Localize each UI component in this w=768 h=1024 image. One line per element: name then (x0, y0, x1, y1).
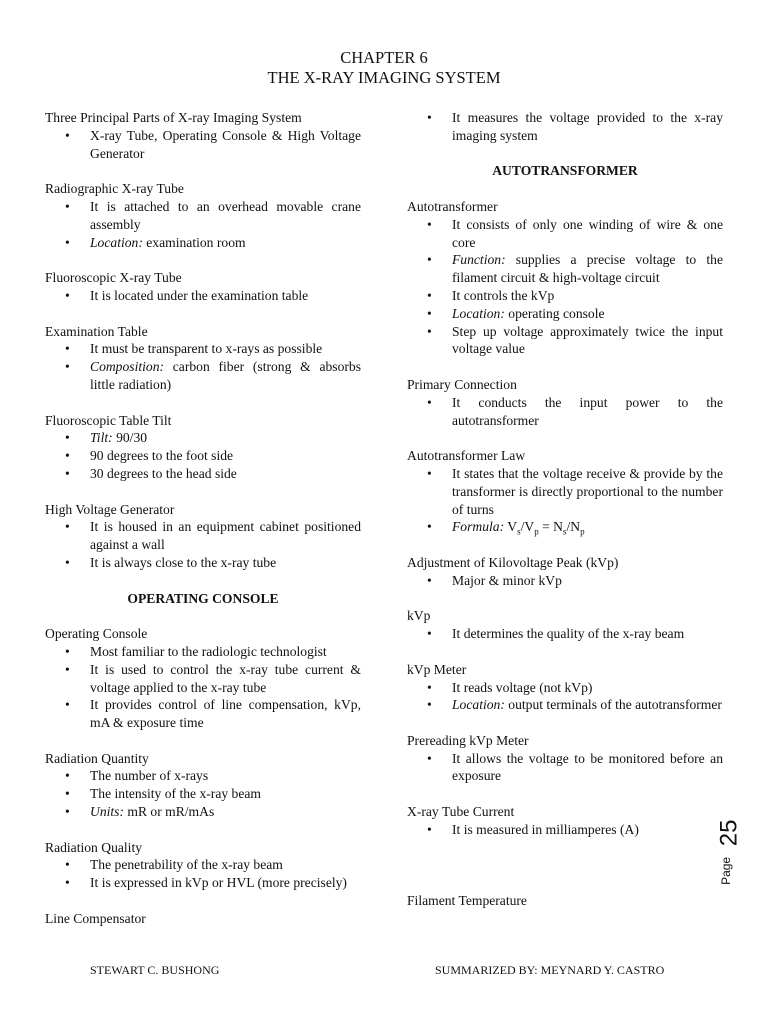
page-title: THE X-RAY IMAGING SYSTEM (267, 68, 501, 87)
item-label: Composition: (90, 359, 165, 375)
list-item (45, 358, 361, 394)
item-text: The number of x-rays (90, 768, 209, 784)
item-label: Units: (90, 804, 124, 820)
item-text: 90 degrees to the foot side (90, 448, 234, 464)
item-text: It is expressed in kVp or HVL (more precisely) (90, 875, 347, 891)
section-radiation-quality (45, 839, 361, 892)
list-item (407, 305, 723, 323)
list-item (45, 554, 361, 572)
section-high-voltage-generator (45, 501, 361, 572)
item-text: It is always close to the x-ray tube (90, 554, 277, 570)
list-item (45, 643, 361, 661)
section-autotransformer (407, 198, 723, 358)
item-text: It is housed in an equipment cabinet positioned against a wall (90, 519, 361, 553)
list-item (407, 394, 723, 430)
section-kvp-meter (407, 661, 723, 714)
section-heading: Prereading kVp Meter (407, 732, 529, 748)
list-item (45, 465, 361, 483)
right-column (407, 109, 723, 910)
list-item (45, 767, 361, 785)
chapter-label: CHAPTER 6 (340, 48, 428, 67)
page-number: 25 (715, 819, 743, 847)
bullet-icon: • (427, 750, 432, 766)
item-text: It reads voltage (not kVp) (452, 679, 593, 695)
bullet-icon: • (65, 359, 70, 375)
list-item (407, 679, 723, 697)
list-item (45, 447, 361, 465)
footer-summarizer: SUMMARIZED BY: MEYNARD Y. CASTRO (435, 963, 665, 977)
bullet-icon: • (65, 554, 70, 570)
list-item (407, 465, 723, 518)
list-item (407, 323, 723, 359)
bullet-icon: • (65, 341, 70, 357)
list-item (45, 518, 361, 554)
item-text: supplies a precise voltage to the filament circuit & high-voltage circuit (452, 252, 723, 286)
list-item (45, 856, 361, 874)
bullet-icon: • (65, 857, 70, 873)
list-item (45, 340, 361, 358)
bullet-icon: • (65, 287, 70, 303)
bullet-icon: • (427, 519, 432, 535)
bullet-icon: • (427, 465, 432, 481)
footer-author: STEWART C. BUSHONG (90, 963, 220, 977)
item-text: examination room (142, 234, 246, 250)
bullet-icon: • (427, 252, 432, 268)
section-heading: Adjustment of Kilovoltage Peak (kVp) (407, 554, 619, 570)
list-item (407, 572, 723, 590)
item-text: 90/30 (112, 430, 148, 446)
list-item (45, 696, 361, 732)
item-text: carbon fiber (strong & absorbs little radiation) (90, 359, 361, 392)
section-fluoroscopic-tube (45, 269, 361, 305)
item-text: Major & minor kVp (452, 572, 562, 588)
section-prereading-kvp-meter (407, 732, 723, 785)
list-item (407, 216, 723, 252)
bullet-icon: • (65, 127, 70, 143)
bullet-icon: • (65, 198, 70, 214)
item-text: It is used to control the x-ray tube current & voltage applied to the x-ray tube (90, 661, 361, 695)
section-heading: Radiation Quantity (45, 750, 149, 766)
section-heading: Line Compensator (45, 910, 146, 926)
section-radiation-quantity (45, 750, 361, 821)
section-continued (407, 109, 723, 145)
section-heading: Three Principal Parts of X-ray Imaging System (45, 110, 302, 125)
formula-part: /V (520, 519, 535, 535)
section-line-compensator (45, 910, 361, 928)
list-item (45, 874, 361, 892)
bullet-icon: • (427, 394, 432, 410)
item-text: It is attached to an overhead movable crane assembly (90, 198, 361, 232)
section-heading: Autotransformer (407, 198, 498, 214)
bullet-icon: • (427, 626, 432, 642)
item-label: Location: (452, 697, 505, 713)
formula-part: V (504, 519, 518, 535)
section-heading: kVp Meter (407, 661, 467, 677)
list-item (407, 625, 723, 643)
section-heading: Fluoroscopic X-ray Tube (45, 270, 182, 286)
item-text: Step up voltage approximately twice the input voltage value (452, 323, 723, 357)
left-column (45, 109, 361, 928)
bullet-icon: • (427, 572, 432, 588)
bullet-icon: • (65, 448, 70, 464)
bullet-icon: • (65, 430, 70, 446)
section-filament-temperature (407, 892, 723, 910)
formula-part: = N (538, 519, 563, 535)
item-text: It consists of only one winding of wire & one core (452, 216, 723, 250)
bullet-icon: • (65, 234, 70, 250)
section-tube-current (407, 803, 723, 839)
bullet-icon: • (65, 768, 70, 784)
bullet-icon: • (427, 110, 432, 125)
section-examination-table (45, 323, 361, 394)
list-item (407, 821, 723, 839)
section-heading: Fluoroscopic Table Tilt (45, 412, 172, 428)
list-item (407, 696, 723, 714)
item-text: mR or mR/mAs (123, 804, 215, 820)
item-label: Formula: (452, 519, 505, 535)
section-heading: Radiographic X-ray Tube (45, 181, 184, 197)
item-text: It controls the kVp (452, 287, 555, 303)
item-label: Tilt: (90, 430, 113, 446)
item-label: Location: (452, 305, 505, 321)
section-heading: Examination Table (45, 323, 148, 339)
section-table-tilt (45, 412, 361, 483)
bullet-icon: • (427, 821, 432, 837)
section-heading: Primary Connection (407, 376, 517, 392)
bullet-icon: • (65, 875, 70, 891)
list-item (45, 785, 361, 803)
list-item (45, 287, 361, 305)
item-text: It allows the voltage to be monitored before an exposure (452, 750, 723, 784)
item-text: It determines the quality of the x-ray beam (452, 626, 685, 642)
page-number-box (715, 818, 756, 888)
bullet-icon: • (65, 465, 70, 481)
item-text: X-ray Tube, Operating Console & High Voltage Generator (90, 127, 361, 161)
bullet-icon: • (65, 786, 70, 802)
list-item (407, 750, 723, 786)
section-kvp (407, 607, 723, 643)
section-heading: Autotransformer Law (407, 448, 526, 464)
item-text: operating console (504, 305, 605, 321)
section-heading: kVp (407, 608, 431, 624)
bullet-icon: • (65, 643, 70, 659)
item-text: It is located under the examination table (90, 287, 309, 303)
section-principal-parts (45, 109, 361, 162)
formula (504, 519, 585, 538)
bullet-icon: • (427, 323, 432, 339)
bullet-icon: • (65, 519, 70, 535)
item-text: The penetrability of the x-ray beam (90, 857, 283, 873)
section-heading: X-ray Tube Current (407, 804, 515, 820)
list-item (407, 109, 723, 145)
section-heading: High Voltage Generator (45, 501, 175, 517)
formula-subscript: s (562, 527, 567, 538)
section-autotransformer-law (407, 447, 723, 536)
bullet-icon: • (427, 679, 432, 695)
item-text: It is measured in milliamperes (A) (452, 821, 639, 837)
item-text: It states that the voltage receive & provide by the transformer is directly proportional to the number of turns (452, 465, 723, 517)
section-heading: Filament Temperature (407, 893, 527, 909)
formula-subscript: s (517, 527, 521, 538)
list-item (45, 198, 361, 234)
item-text: The intensity of the x-ray beam (90, 786, 261, 802)
list-item (45, 127, 361, 163)
list-item (45, 803, 361, 821)
item-text: output terminals of the autotransformer (504, 697, 722, 713)
list-item (407, 287, 723, 305)
item-text: It conducts the input power to the autotransformer (452, 394, 723, 428)
bullet-icon: • (427, 305, 432, 321)
bullet-icon: • (427, 287, 432, 303)
operating-console-heading: OPERATING CONSOLE (127, 590, 279, 606)
autotransformer-heading: AUTOTRANSFORMER (492, 163, 638, 179)
list-item (45, 234, 361, 252)
item-text: It measures the voltage provided to the x-ray imaging system (452, 110, 723, 143)
section-kvp-adjustment (407, 554, 723, 590)
bullet-icon: • (65, 661, 70, 677)
section-primary-connection (407, 376, 723, 429)
formula-subscript: p (580, 527, 585, 538)
section-radiographic-tube (45, 180, 361, 251)
bullet-icon: • (65, 804, 70, 820)
item-label: Function: (452, 252, 506, 268)
section-operating-console (45, 625, 361, 732)
bullet-icon: • (427, 216, 432, 232)
page-word: Page (719, 856, 734, 885)
bullet-icon: • (65, 697, 70, 713)
item-text: Most familiar to the radiologic technologist (90, 643, 327, 659)
bullet-icon: • (427, 697, 432, 713)
list-item (45, 429, 361, 447)
item-label: Location: (90, 234, 143, 250)
list-item (407, 251, 723, 287)
section-heading: Operating Console (45, 626, 148, 642)
formula-part: /N (566, 519, 581, 535)
formula-subscript: p (534, 527, 539, 538)
item-text: It provides control of line compensation, kVp, mA & exposure time (90, 697, 361, 731)
list-item (45, 661, 361, 697)
list-item (407, 518, 723, 536)
section-heading: Radiation Quality (45, 839, 143, 855)
item-text: It must be transparent to x-rays as possible (90, 341, 323, 357)
item-text: 30 degrees to the head side (90, 465, 237, 481)
